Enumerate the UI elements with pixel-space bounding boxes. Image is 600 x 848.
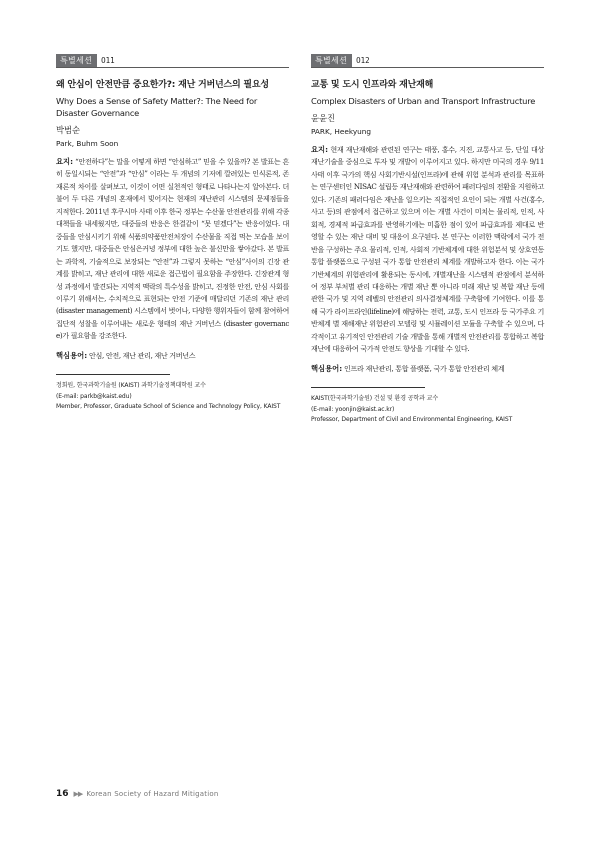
journal-name: Korean Society of Hazard Mitigation	[86, 790, 219, 798]
abstract-o12	[311, 54, 544, 425]
abstract-body	[311, 144, 544, 356]
session-tag	[56, 54, 289, 68]
session-tag	[311, 54, 544, 68]
author-english: PARK, Heekyung	[311, 127, 372, 136]
author-korean: 박범순	[56, 125, 81, 135]
session-label: 특별세션	[56, 54, 97, 67]
keywords	[311, 363, 544, 375]
keywords-lead: 핵심용어:	[311, 363, 343, 373]
affiliation	[311, 387, 513, 425]
keywords	[56, 350, 289, 362]
abstract-text: “안전하다”는 말을 어떻게 하면 “안심하고” 믿을 수 있을까? 본 발표는 흔히 동일시되는 “안전”과 “안심” 이라는 두 개념의 기저에 깔려있는 인식론적, 존재론적 차이를 살펴보고, 이것이 어떤 실천적인 형태로 나타나는지 알아본다. 더불어 두 다른 개념의 혼재에서 빚어지는 현재의 재난관리 시스템의 문제점들을 지적한다. 2011년 후쿠시마 사태 이후 한국 정부는 수산물 안전관리를 위해 각종 대책들을 내세웠지만, 대중들의 반응은 한결같이 “못 믿겠다”는 반응이었다. 대중들을 안심시키기 위해 식품의약품안전처장이 수산물을 직접 먹는 모습을 보이기도 했지만, 대중들은 안심은커녕 정부에 대한 높은 불신만을 쌓아갔다. 본 발표는 과학적, 기술적으로 보장되는 “안전”과 그렇지 못하는 “안심”사이의 긴장 관계를 밝히고, 재난 관리에 대한 새로운 접근법이 필요함을 주장한다. 긴장관계 형성 과정에서 발견되는 지역적 맥락의 특수성을 밝히고, 진정한 안전, 안심 사회를 이루기 위해서는, 수치적으로 표현되는 안전 기준에 매달리던 기존의 재난 관리 (disaster management) 시스템에서 벗어나, 다양한 행위자들이 함께 참여하여 집단적 성찰을 이루어내는 새로운 형태의 재난 거버넌스 (disaster governance)가 필요함을 강조한다.	[56, 157, 289, 341]
affiliation-email: (E-mail: parkb@kaist.edu)	[56, 392, 132, 400]
abstract-lead: 요지:	[311, 145, 329, 154]
author-korean: 윤윤진	[311, 113, 336, 123]
title-korean: 왜 안심이 안전만큼 중요한가?: 재난 거버넌스의 필요성	[56, 80, 269, 90]
keywords-text: 안심, 안전, 재난 관리, 재난 거버넌스	[87, 350, 196, 360]
abstract-o11	[56, 54, 289, 412]
affiliation-line: 정회원, 한국과학기술원 (KAIST) 과학기술정책대학원 교수	[56, 382, 206, 390]
page-footer	[56, 789, 219, 799]
double-arrow-icon: ▶▶	[73, 790, 83, 798]
keywords-lead: 핵심용어:	[56, 350, 88, 360]
session-label: 특별세션	[311, 54, 352, 67]
author-english: Park, Buhm Soon	[56, 139, 119, 148]
affiliation-line-en: Member, Professor, Graduate School of Science and Technology Policy, KAIST	[56, 402, 281, 410]
page-number: 16	[56, 789, 69, 799]
affiliation	[56, 374, 281, 412]
abstract-body	[56, 156, 289, 343]
session-number: O11	[101, 56, 115, 65]
abstract-lead: 요지:	[56, 157, 74, 166]
affiliation-line: KAIST(한국과학기술원) 건설 및 환경 공학과 교수	[311, 395, 439, 403]
title-english: Complex Disasters of Urban and Transport Infrastructure	[311, 96, 536, 106]
title-korean: 교통 및 도시 인프라와 재난재해	[311, 80, 434, 90]
session-number: O12	[356, 56, 370, 65]
affiliation-email: (E-mail: yoonjin@kaist.ac.kr)	[311, 405, 395, 413]
title-english: Why Does a Sense of Safety Matter?: The Need for Disaster Governance	[56, 96, 258, 118]
keywords-text: 인프라 재난관리, 통합 플랫폼, 국가 통합 안전관리 체계	[342, 363, 505, 373]
abstract-text: 현재 재난재해와 관련된 연구는 태풍, 홍수, 지진, 교통사고 등, 단일 대상 재난기술을 중심으로 투자 및 개발이 이루어지고 있다. 하지만 미국의 경우 9/11 사태 이후 국가의 핵심 사회기반시설(인프라)에 관해 위험 분석과 관리를 목표하는 연구센터인 NISAC 설립등 재난재해와 관련하여 패러다임의 전환을 지원하고 있다. 기존의 패러다임은 재난을 일으키는 직접적인 요인이 되는 개별 사건(홍수, 사고 등)의 관점에서 접근하고 있으며 이는 개별 사건이 미치는 물리적, 인적, 사회적, 경제적 파급효과를 반영하기에는 미흡한 점이 있어 파급효과를 제대로 반영할 수 있는 재난 대비 및 대응이 요구된다. 본 연구는 이러한 맥락에서 국가 전반을 구성하는 주요 물리적, 인적, 사회적 기반체계에 대한 위험분석 및 상호연동 통합 플랫폼으로 구성된 국가 통합 안전관리 체계를 개발하고자 한다. 이는 국가 기반체계의 위험관리에 활용되는 동시에, 개별재난을 시스템적 관점에서 분석하여 정부 부처별 관리 대응하는 개별 재난 뿐 아니라 미래 재난 및 복합 재난 등에 관한 국가 및 지역 레벨의 안전관리 의사결정체계를 구축함에 기여한다. 이를 통해 국가 라이프라인(lifeline)에 해당하는 전력, 교통, 도시 인프라 등 국가주요 기반체계 별 재해재난 위험관리 모델링 및 시뮬레이션 모듈을 구축할 수 있으며, 다각적이고 유기적인 안전관리 기술 개발을 통해 개별적 안전관리를 통합하고 복합재난에 대응하여 국가적 안전도 향상을 기대할 수 있다.	[311, 145, 544, 354]
affiliation-line-en: Professor, Department of Civil and Environmental Engineering, KAIST	[311, 415, 513, 423]
